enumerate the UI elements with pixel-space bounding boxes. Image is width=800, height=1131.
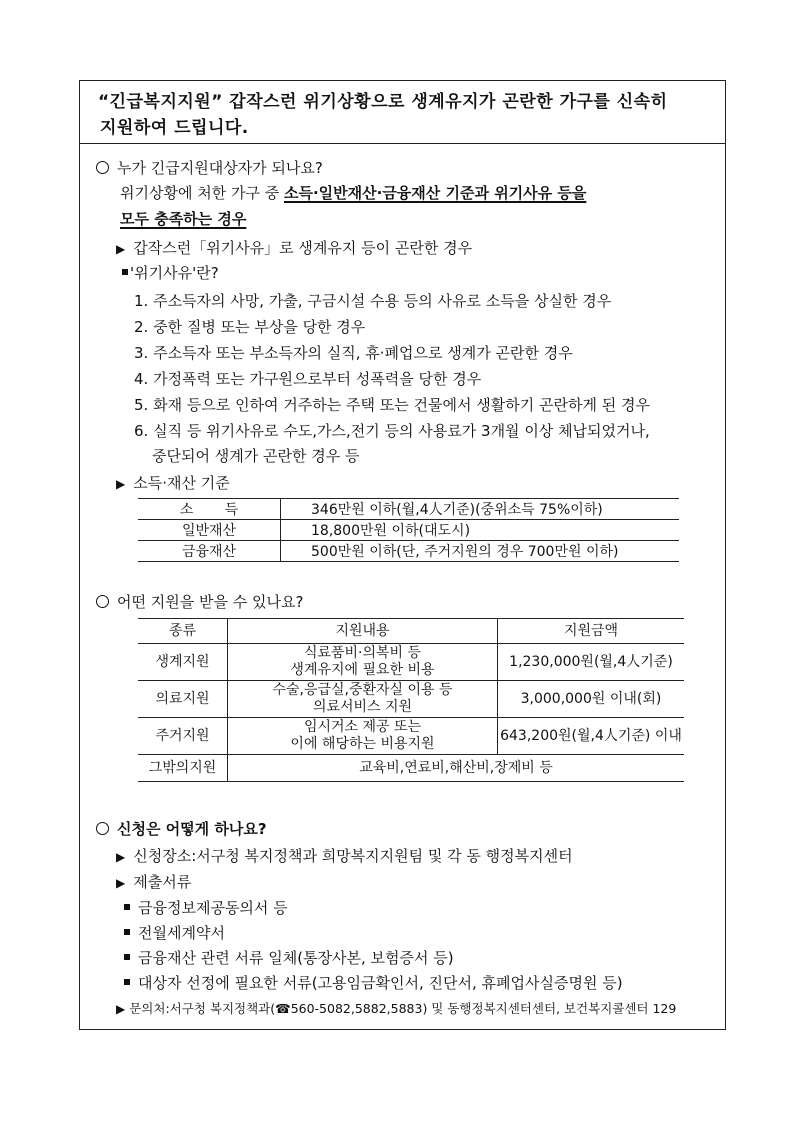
criteria-label: 금융재산 (138, 541, 281, 562)
triangle-bullet-icon: ▶ (116, 876, 126, 890)
circle-bullet-icon (96, 595, 109, 608)
document-item: 대상자 선정에 필요한 서류(고용임금확인서, 진단서, 휴폐업사실증명원 등) (124, 972, 623, 993)
header-line-1: “긴급복지지원” 갑작스런 위기상황으로 생계유지가 곤란한 가구를 신속히 (98, 92, 668, 112)
header-line-2: 지원하여 드립니다. (100, 118, 249, 138)
section1-intro: 위기상황에 처한 가구 중 소득·일반재산·금융재산 기준과 위기사유 등을 (120, 184, 587, 202)
criteria-label: 일반재산 (138, 520, 281, 541)
criteria-value: 18,800만원 이하(대도시) (281, 520, 679, 541)
support-type: 의료지원 (138, 681, 228, 718)
crisis-item: 4. 가정폭력 또는 가구원으로부터 성폭력을 당한 경우 (134, 370, 482, 388)
crisis-reason-heading: '위기사유'란? (122, 262, 219, 283)
circle-bullet-icon (96, 822, 109, 835)
table-row (138, 755, 684, 782)
criteria-table (138, 498, 679, 562)
triangle-bullet-icon: ▶ (116, 242, 126, 256)
section1-intro-line2: 모두 충족하는 경우 (120, 210, 247, 228)
section3-title: 신청은 어떻게 하나요? (96, 818, 267, 839)
section1-title: 누가 긴급지원대상자가 되나요? (96, 157, 323, 178)
criteria-label: 소 득 (138, 499, 281, 520)
column-header: 종류 (138, 619, 228, 644)
documents-heading: ▶ 제출서류 (116, 873, 192, 891)
column-header: 지원금액 (498, 619, 685, 644)
notice-header (80, 81, 725, 144)
support-type: 주거지원 (138, 718, 228, 755)
square-bullet-icon (124, 954, 130, 960)
square-bullet-icon (122, 269, 128, 275)
contact-info: ▶ 문의처:서구청 복지정책과(☎560-5082,5882,5883) 및 동행정복지센터센터, 보건복지콜센터 129 (116, 1001, 677, 1016)
support-content: 수술,응급실,중환자실 이용 등 의료서비스 지원 (228, 681, 498, 718)
circle-bullet-icon (96, 161, 109, 174)
square-bullet-icon (124, 979, 130, 985)
support-table (138, 618, 684, 782)
criteria-value: 500만원 이하(단, 주거지원의 경우 700만원 이하) (281, 541, 679, 562)
table-row (138, 644, 684, 681)
support-amount: 1,230,000원(월,4人기준) (498, 644, 685, 681)
support-amount: 3,000,000원 이내(회) (498, 681, 685, 718)
section1-point1: ▶ 갑작스런「위기사유」로 생계유지 등이 곤란한 경우 (116, 239, 473, 257)
table-row (138, 718, 684, 755)
triangle-bullet-icon: ▶ (116, 850, 126, 864)
table-row (138, 499, 679, 520)
crisis-item: 2. 중한 질병 또는 부상을 당한 경우 (134, 318, 366, 336)
table-row (138, 520, 679, 541)
support-amount: 643,200원(월,4人기준) 이내 (498, 718, 685, 755)
crisis-item-continued: 중단되어 생계가 곤란한 경우 등 (152, 447, 360, 465)
crisis-item: 5. 화재 등으로 인하여 거주하는 주택 또는 건물에서 생활하기 곤란하게 된 경우 (134, 396, 650, 414)
support-type: 생계지원 (138, 644, 228, 681)
square-bullet-icon (124, 929, 130, 935)
table-row (138, 681, 684, 718)
section1-point2: ▶ 소득·재산 기준 (116, 474, 230, 492)
document-item: 금융재산 관련 서류 일체(통장사본, 보험증서 등) (124, 947, 454, 968)
table-row (138, 541, 679, 562)
triangle-bullet-icon: ▶ (116, 1002, 126, 1016)
support-content: 식료품비·의복비 등 생계유지에 필요한 비용 (228, 644, 498, 681)
crisis-item: 6. 실직 등 위기사유로 수도,가스,전기 등의 사용료가 3개월 이상 체납되었거나, (134, 422, 650, 440)
criteria-value: 346만원 이하(월,4人기준)(중위소득 75%이하) (281, 499, 679, 520)
crisis-item: 3. 주소득자 또는 부소득자의 실직, 휴·폐업으로 생계가 곤란한 경우 (134, 344, 573, 362)
document-item: 금융정보제공동의서 등 (124, 897, 288, 918)
document-item: 전월세계약서 (124, 922, 225, 943)
square-bullet-icon (124, 904, 130, 910)
crisis-item: 1. 주소득자의 사망, 가출, 구금시설 수용 등의 사유로 소득을 상실한 경우 (134, 292, 612, 310)
table-header-row (138, 619, 684, 644)
support-content: 교육비,연료비,해산비,장제비 등 (228, 755, 685, 782)
application-place: ▶ 신청장소:서구청 복지정책과 희망복지지원팀 및 각 동 행정복지센터 (116, 847, 573, 865)
section2-title: 어떤 지원을 받을 수 있나요? (96, 591, 303, 612)
triangle-bullet-icon: ▶ (116, 477, 126, 491)
support-type: 그밖의지원 (138, 755, 228, 782)
support-content: 임시거소 제공 또는 이에 해당하는 비용지원 (228, 718, 498, 755)
column-header: 지원내용 (228, 619, 498, 644)
